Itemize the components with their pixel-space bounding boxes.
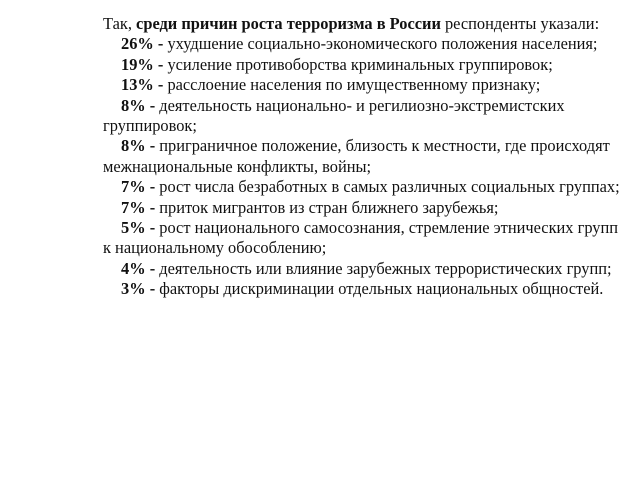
item-dash: -: [153, 54, 168, 74]
list-item: [103, 34, 623, 54]
item-dash: -: [145, 177, 160, 197]
list-item: [103, 96, 623, 137]
item-percent: 8%: [121, 95, 146, 115]
item-text: ухудшение социально-экономического положения населения;: [167, 34, 598, 54]
item-percent: 26%: [121, 34, 154, 54]
intro-suffix: респонденты указали:: [440, 14, 600, 33]
list-item: [103, 198, 623, 218]
item-percent: 19%: [121, 54, 154, 74]
item-dash: -: [153, 34, 168, 54]
item-text: усиление противоборства криминальных группировок;: [167, 54, 553, 74]
item-dash: -: [145, 279, 160, 299]
text-block: [103, 14, 623, 300]
item-percent: 13%: [121, 75, 154, 95]
item-percent: 3%: [121, 279, 146, 299]
list-item: [103, 218, 623, 259]
item-percent: 8%: [121, 136, 146, 156]
item-text: деятельность или влияние зарубежных террористических групп;: [159, 258, 612, 278]
intro-prefix: Так,: [103, 14, 137, 33]
item-dash: -: [153, 75, 168, 95]
item-text: расслоение населения по имущественному признаку;: [167, 75, 541, 95]
item-percent: 5%: [121, 218, 146, 238]
item-percent: 7%: [121, 177, 146, 197]
item-text: деятельность национально- и регилиозно-экстремистских группировок;: [103, 95, 565, 136]
item-percent: 4%: [121, 258, 146, 278]
item-text: рост национального самосознания, стремление этнических групп к национальному обособлению;: [103, 218, 619, 258]
item-dash: -: [145, 136, 160, 156]
list-item: [103, 259, 623, 279]
list-item: [103, 75, 623, 95]
item-dash: -: [145, 197, 160, 217]
item-text: рост числа безработных в самых различных социальных группах;: [159, 177, 620, 197]
item-dash: -: [145, 95, 160, 115]
item-dash: -: [145, 218, 160, 238]
item-dash: -: [145, 258, 160, 278]
list-item: [103, 136, 623, 177]
intro-bold-phrase: среди причин роста терроризма в России: [136, 14, 441, 33]
item-text: приток мигрантов из стран ближнего зарубежья;: [159, 197, 499, 217]
list-item: [103, 177, 623, 197]
list-item: [103, 279, 623, 299]
item-text: приграничное положение, близость к местности, где происходят межнациональные конфликты, войны;: [103, 136, 610, 176]
intro-paragraph: [103, 14, 623, 34]
list-item: [103, 55, 623, 75]
item-percent: 7%: [121, 197, 146, 217]
item-text: факторы дискриминации отдельных национальных общностей.: [159, 279, 604, 299]
